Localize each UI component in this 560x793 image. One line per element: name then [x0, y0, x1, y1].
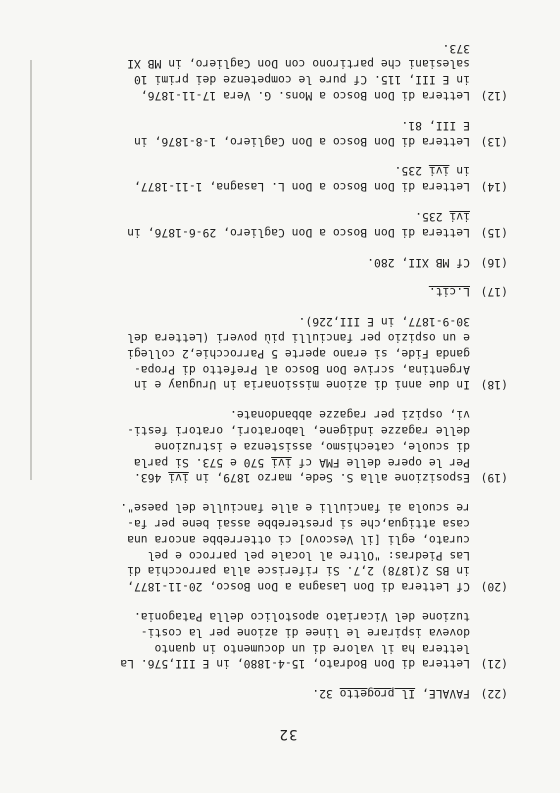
line-text: E III, 81.	[401, 118, 470, 133]
line-text: di scuole, catechismo, assistenza e istruzione	[154, 439, 470, 454]
footnote-number: (16)	[480, 255, 508, 270]
footnote-text	[68, 608, 470, 671]
footnote-line	[68, 208, 470, 224]
footnote-number: (19)	[480, 471, 508, 486]
line-text: doveva ispirare le linee di azione per la costi-	[140, 625, 470, 640]
footnote-number: (22)	[480, 687, 508, 702]
footnote-line	[68, 224, 470, 240]
footnote-list	[68, 40, 508, 701]
footnote-line	[68, 438, 470, 454]
line-text: Lettera di Don Bodrato, 15-4-1880, in E III,576. La	[120, 657, 470, 672]
footnote	[68, 40, 508, 103]
line-text: Cf MB XII, 280.	[367, 255, 470, 270]
line-text: in BS 2(1878) 2,7. Si riferisce alla parrocchia di	[127, 564, 470, 579]
footnote-number: (12)	[480, 89, 508, 104]
footnote	[68, 313, 508, 392]
footnote-text	[68, 284, 470, 300]
footnote	[68, 284, 508, 300]
line-text: 463.	[133, 471, 169, 486]
line-text: Per le opere delle FMA cf	[291, 455, 470, 470]
footnote-line	[68, 40, 470, 56]
line-text: FAVALE,	[415, 687, 470, 702]
footnote-line	[68, 547, 470, 563]
footnote-line	[68, 624, 470, 640]
footnote-text	[68, 254, 470, 270]
footnote-number: (18)	[480, 378, 508, 393]
footnote-line	[68, 361, 470, 377]
underlined-reference: ivi	[449, 210, 470, 225]
line-text: In due anni di azione missionaria in Uruguay e in	[133, 378, 470, 393]
footnote-number: (17)	[480, 285, 508, 300]
footnotes-column	[68, 26, 508, 741]
footnote-line	[68, 163, 470, 179]
line-text: 235.	[415, 210, 450, 225]
underlined-reference: ivi	[271, 455, 292, 470]
footnote-line	[68, 87, 470, 103]
line-text: Lettera di Don Bosco a Don Cagliero, 29-6-1876, in	[127, 225, 470, 240]
underlined-reference: L.cit.	[428, 285, 470, 300]
footnote	[68, 685, 508, 701]
footnote-text	[68, 40, 470, 103]
underlined-reference: ivi	[428, 164, 450, 179]
footnote-text	[68, 685, 470, 701]
footnote-line	[68, 406, 470, 422]
line-text: Esposizione alla S. Sede, marzo 1879, in	[188, 471, 470, 486]
footnote	[68, 254, 508, 270]
footnote-line	[68, 454, 470, 470]
footnote-text	[68, 406, 470, 485]
line-text: 32.	[312, 687, 340, 702]
line-text: tuzione del Vicariato apostolico della Patagonia.	[133, 610, 470, 625]
line-text: Lettera di Don Bosco a Don L. Lasagna, 1-11-1877,	[133, 180, 470, 195]
line-text: e un ospizio per fanciulli più poveri (Lettera del	[127, 331, 470, 346]
footnote	[68, 499, 508, 594]
footnote-text	[68, 163, 470, 195]
line-text: 373.	[442, 41, 470, 56]
footnote-number: (21)	[480, 657, 508, 672]
footnote-line	[68, 470, 470, 486]
page-number: 32	[278, 726, 298, 742]
line-text: vi, ospizi per ragazze abbandonate.	[229, 408, 470, 423]
footnote-text	[68, 313, 470, 392]
footnote-number: (14)	[480, 180, 508, 195]
footnote	[68, 163, 508, 195]
footnote-line	[68, 377, 470, 393]
footnote-line	[68, 133, 470, 149]
line-text: re scuola ai fanciulli e alle fanciulle del paese".	[120, 501, 470, 516]
footnote	[68, 608, 508, 671]
line-text: curato, egli [il Vescovo] ci otterrebbe ancora una	[127, 532, 470, 547]
line-text: 30-9-1877, in E III,226).	[298, 315, 470, 330]
footnote-line	[68, 345, 470, 361]
footnote-line	[68, 578, 470, 594]
footnote-line	[68, 313, 470, 329]
line-text: Cf Lettera di Don Lasagna a Don Bosco, 20-11-1877,	[127, 580, 470, 595]
footnote-number: (20)	[480, 580, 508, 595]
line-text: Argentina, scrive Don Bosco al Prefetto di Propa-	[133, 362, 470, 377]
line-text: Lettera di Don Bosco a Don Cagliero, 1-8-1876, in	[133, 134, 470, 149]
line-text: delle ragazze indigene, laboratori, oratori festi-	[127, 424, 470, 439]
footnote-line	[68, 640, 470, 656]
line-text: ganda Fide, si erano aperte 5 Parrocchie,2 collegi	[127, 346, 470, 361]
footnote-line	[68, 254, 470, 270]
line-text: in	[449, 164, 470, 179]
footnote-text	[68, 208, 470, 240]
line-text: salesiani che partirono con Don Cagliero, in MB XI	[127, 57, 470, 72]
footnote-line	[68, 499, 470, 515]
footnote-line	[68, 72, 470, 88]
footnote-line	[68, 56, 470, 72]
footnote-number: (13)	[480, 134, 508, 149]
footnote-line	[68, 329, 470, 345]
line-text: casa attigua,che si presterebbe assai bene per fa-	[127, 517, 470, 532]
footnote-line	[68, 531, 470, 547]
footnote-line	[68, 608, 470, 624]
footnote	[68, 117, 508, 149]
footnote-text	[68, 117, 470, 149]
footnote-line	[68, 656, 470, 672]
footnote-number: (15)	[480, 225, 508, 240]
footnote-line	[68, 685, 470, 701]
footnote-line	[68, 515, 470, 531]
line-text: in E III, 115. Cf pure le competenze dei primi 10	[133, 73, 470, 88]
line-text: lettera ha il valore di un documento in quanto	[154, 641, 470, 656]
line-text: Las Piedras: "Oltre al locale pel parroco e pel	[147, 548, 470, 563]
footnote-line	[68, 563, 470, 579]
footnote	[68, 406, 508, 485]
footnote-text	[68, 499, 470, 594]
line-text: Lettera di Don Bosco a Mons. G. Vera 17-11-1876,	[140, 89, 470, 104]
footnote-line	[68, 178, 470, 194]
line-text: 570 e 573. Si parla	[133, 455, 272, 470]
underlined-reference: ivi	[168, 471, 189, 486]
line-text: 235.	[394, 164, 429, 179]
footnote	[68, 208, 508, 240]
footnote-line	[68, 284, 470, 300]
footnote-line	[68, 117, 470, 133]
footnote-line	[68, 422, 470, 438]
underlined-reference: Il progetto	[339, 687, 416, 702]
